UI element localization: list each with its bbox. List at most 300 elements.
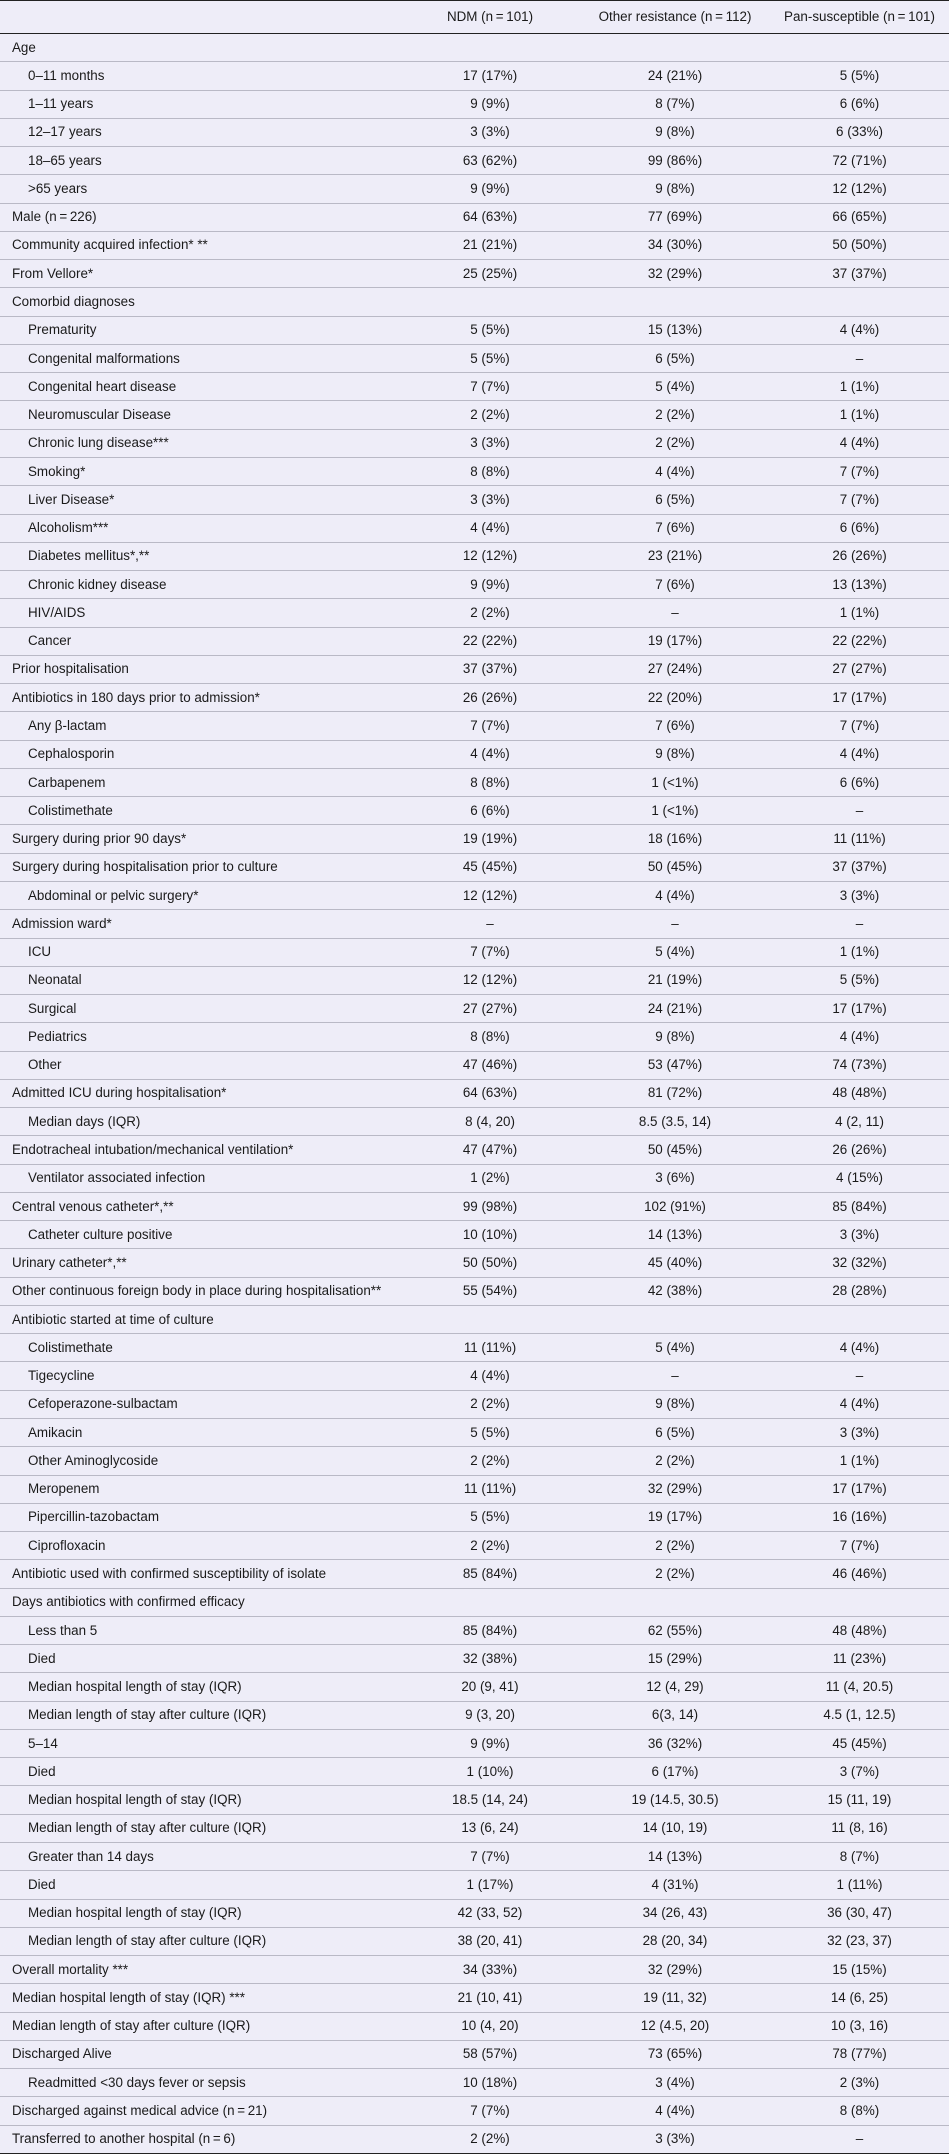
- row-label: ICU: [0, 938, 400, 966]
- ndm-value: 19 (19%): [400, 825, 580, 853]
- table-row: [0, 797, 949, 825]
- pan-susceptible-value: 8 (7%): [770, 1843, 949, 1871]
- header-other-resistance: Other resistance (n = 112): [580, 1, 770, 34]
- row-label: Surgery during hospitalisation prior to culture: [0, 853, 400, 881]
- table-row: [0, 1814, 949, 1842]
- pan-susceptible-value: 6 (6%): [770, 514, 949, 542]
- other-resistance-value: 2 (2%): [580, 401, 770, 429]
- ndm-value: 85 (84%): [400, 1616, 580, 1644]
- row-label: Any β-lactam: [0, 712, 400, 740]
- table-row: [0, 1956, 949, 1984]
- ndm-value: 64 (63%): [400, 1079, 580, 1107]
- row-label: Abdominal or pelvic surgery*: [0, 881, 400, 909]
- table-row: [0, 2069, 949, 2097]
- pan-susceptible-value: 3 (3%): [770, 881, 949, 909]
- table-row: [0, 316, 949, 344]
- ndm-value: 11 (11%): [400, 1475, 580, 1503]
- row-label: Readmitted <30 days fever or sepsis: [0, 2069, 400, 2097]
- pan-susceptible-value: 4 (4%): [770, 740, 949, 768]
- pan-susceptible-value: 4.5 (1, 12.5): [770, 1701, 949, 1729]
- other-resistance-value: [580, 288, 770, 316]
- table-row: [0, 571, 949, 599]
- ndm-value: 8 (8%): [400, 1023, 580, 1051]
- other-resistance-value: 32 (29%): [580, 1475, 770, 1503]
- other-resistance-value: 77 (69%): [580, 203, 770, 231]
- table-row: [0, 1023, 949, 1051]
- row-label: Meropenem: [0, 1475, 400, 1503]
- ndm-value: 12 (12%): [400, 881, 580, 909]
- ndm-value: 64 (63%): [400, 203, 580, 231]
- other-resistance-value: 2 (2%): [580, 1447, 770, 1475]
- ndm-value: 7 (7%): [400, 373, 580, 401]
- table-row: [0, 1447, 949, 1475]
- table-row: [0, 712, 949, 740]
- row-label: Ventilator associated infection: [0, 1164, 400, 1192]
- ndm-value: 9 (9%): [400, 571, 580, 599]
- row-label: Transferred to another hospital (n = 6): [0, 2125, 400, 2153]
- table-row: [0, 1475, 949, 1503]
- pan-susceptible-value: 46 (46%): [770, 1560, 949, 1588]
- pan-susceptible-value: 17 (17%): [770, 684, 949, 712]
- table-row: [0, 2125, 949, 2153]
- table-header-row: [0, 1, 949, 34]
- table-body: [0, 34, 949, 2154]
- pan-susceptible-value: [770, 34, 949, 62]
- row-label: Cefoperazone-sulbactam: [0, 1390, 400, 1418]
- other-resistance-value: 9 (8%): [580, 740, 770, 768]
- table-row: [0, 486, 949, 514]
- row-label: Died: [0, 1871, 400, 1899]
- ndm-value: 55 (54%): [400, 1277, 580, 1305]
- pan-susceptible-value: 37 (37%): [770, 260, 949, 288]
- other-resistance-value: 15 (13%): [580, 316, 770, 344]
- ndm-value: 8 (8%): [400, 768, 580, 796]
- table-row: [0, 260, 949, 288]
- table-row: [0, 90, 949, 118]
- other-resistance-value: 3 (4%): [580, 2069, 770, 2097]
- other-resistance-value: –: [580, 1362, 770, 1390]
- pan-susceptible-value: 4 (4%): [770, 429, 949, 457]
- pan-susceptible-value: 4 (2, 11): [770, 1108, 949, 1136]
- pan-susceptible-value: –: [770, 1362, 949, 1390]
- pan-susceptible-value: 1 (1%): [770, 938, 949, 966]
- row-label: Male (n = 226): [0, 203, 400, 231]
- other-resistance-value: [580, 1588, 770, 1616]
- other-resistance-value: 15 (29%): [580, 1645, 770, 1673]
- ndm-value: [400, 1588, 580, 1616]
- row-label: Age: [0, 34, 400, 62]
- other-resistance-value: –: [580, 599, 770, 627]
- ndm-value: 5 (5%): [400, 316, 580, 344]
- row-label: Surgery during prior 90 days*: [0, 825, 400, 853]
- table-row: [0, 910, 949, 938]
- pan-susceptible-value: 15 (15%): [770, 1956, 949, 1984]
- table-row: [0, 34, 949, 62]
- row-label: Antibiotic started at time of culture: [0, 1305, 400, 1333]
- row-label: Admission ward*: [0, 910, 400, 938]
- table-row: [0, 1136, 949, 1164]
- row-label: Alcoholism***: [0, 514, 400, 542]
- table-row: [0, 1729, 949, 1757]
- pan-susceptible-value: 11 (23%): [770, 1645, 949, 1673]
- pan-susceptible-value: 32 (32%): [770, 1249, 949, 1277]
- ndm-value: 2 (2%): [400, 401, 580, 429]
- other-resistance-value: 36 (32%): [580, 1729, 770, 1757]
- ndm-value: 3 (3%): [400, 118, 580, 146]
- row-label: Colistimethate: [0, 1334, 400, 1362]
- ndm-value: 85 (84%): [400, 1560, 580, 1588]
- other-resistance-value: 19 (17%): [580, 627, 770, 655]
- row-label: Median length of stay after culture (IQR): [0, 1927, 400, 1955]
- pan-susceptible-value: 6 (6%): [770, 768, 949, 796]
- ndm-value: 10 (4, 20): [400, 2012, 580, 2040]
- other-resistance-value: 21 (19%): [580, 966, 770, 994]
- pan-susceptible-value: 78 (77%): [770, 2040, 949, 2068]
- table-row: [0, 1984, 949, 2012]
- ndm-value: 26 (26%): [400, 684, 580, 712]
- other-resistance-value: 4 (31%): [580, 1871, 770, 1899]
- row-label: Median length of stay after culture (IQR): [0, 2012, 400, 2040]
- row-label: Days antibiotics with confirmed efficacy: [0, 1588, 400, 1616]
- ndm-value: 3 (3%): [400, 486, 580, 514]
- other-resistance-value: 3 (6%): [580, 1164, 770, 1192]
- other-resistance-value: 2 (2%): [580, 1560, 770, 1588]
- table-row: [0, 1249, 949, 1277]
- pan-susceptible-value: [770, 1305, 949, 1333]
- ndm-value: 13 (6, 24): [400, 1814, 580, 1842]
- other-resistance-value: 4 (4%): [580, 881, 770, 909]
- row-label: Antibiotic used with confirmed susceptibility of isolate: [0, 1560, 400, 1588]
- ndm-value: 20 (9, 41): [400, 1673, 580, 1701]
- ndm-value: 11 (11%): [400, 1334, 580, 1362]
- pan-susceptible-value: 11 (8, 16): [770, 1814, 949, 1842]
- row-label: 1–11 years: [0, 90, 400, 118]
- pan-susceptible-value: 4 (4%): [770, 316, 949, 344]
- other-resistance-value: 12 (4.5, 20): [580, 2012, 770, 2040]
- other-resistance-value: 62 (55%): [580, 1616, 770, 1644]
- row-label: Chronic lung disease***: [0, 429, 400, 457]
- ndm-value: 58 (57%): [400, 2040, 580, 2068]
- row-label: Cancer: [0, 627, 400, 655]
- table-row: [0, 1419, 949, 1447]
- table-row: [0, 599, 949, 627]
- other-resistance-value: 32 (29%): [580, 1956, 770, 1984]
- table-row: [0, 542, 949, 570]
- table-row: [0, 1786, 949, 1814]
- ndm-value: 9 (9%): [400, 90, 580, 118]
- other-resistance-value: 12 (4, 29): [580, 1673, 770, 1701]
- table-row: [0, 288, 949, 316]
- pan-susceptible-value: [770, 288, 949, 316]
- header-pan-susceptible: Pan-susceptible (n = 101): [770, 1, 949, 34]
- pan-susceptible-value: 7 (7%): [770, 486, 949, 514]
- row-label: Chronic kidney disease: [0, 571, 400, 599]
- table-row: [0, 1588, 949, 1616]
- row-label: Ciprofloxacin: [0, 1532, 400, 1560]
- pan-susceptible-value: 27 (27%): [770, 655, 949, 683]
- pan-susceptible-value: [770, 1588, 949, 1616]
- other-resistance-value: 14 (13%): [580, 1843, 770, 1871]
- table-row: [0, 62, 949, 90]
- other-resistance-value: 23 (21%): [580, 542, 770, 570]
- other-resistance-value: 14 (10, 19): [580, 1814, 770, 1842]
- table-row: [0, 1079, 949, 1107]
- pan-susceptible-value: 16 (16%): [770, 1503, 949, 1531]
- other-resistance-value: 6(3, 14): [580, 1701, 770, 1729]
- ndm-value: 4 (4%): [400, 740, 580, 768]
- row-label: Amikacin: [0, 1419, 400, 1447]
- other-resistance-value: 9 (8%): [580, 175, 770, 203]
- pan-susceptible-value: 50 (50%): [770, 231, 949, 259]
- pan-susceptible-value: 36 (30, 47): [770, 1899, 949, 1927]
- pan-susceptible-value: 37 (37%): [770, 853, 949, 881]
- ndm-value: 9 (3, 20): [400, 1701, 580, 1729]
- other-resistance-value: 1 (<1%): [580, 797, 770, 825]
- pan-susceptible-value: 4 (4%): [770, 1390, 949, 1418]
- row-label: HIV/AIDS: [0, 599, 400, 627]
- pan-susceptible-value: 7 (7%): [770, 712, 949, 740]
- row-label: 18–65 years: [0, 147, 400, 175]
- row-label: Other continuous foreign body in place during hospitalisation**: [0, 1277, 400, 1305]
- pan-susceptible-value: 1 (11%): [770, 1871, 949, 1899]
- ndm-value: 7 (7%): [400, 1843, 580, 1871]
- other-resistance-value: 81 (72%): [580, 1079, 770, 1107]
- pan-susceptible-value: 7 (7%): [770, 1532, 949, 1560]
- ndm-value: 21 (10, 41): [400, 1984, 580, 2012]
- other-resistance-value: 73 (65%): [580, 2040, 770, 2068]
- table-row: [0, 147, 949, 175]
- row-label: Overall mortality ***: [0, 1956, 400, 1984]
- other-resistance-value: 6 (5%): [580, 344, 770, 372]
- table-row: [0, 1108, 949, 1136]
- table-row: [0, 1362, 949, 1390]
- row-label: Median hospital length of stay (IQR): [0, 1786, 400, 1814]
- pan-susceptible-value: –: [770, 344, 949, 372]
- table-row: [0, 655, 949, 683]
- other-resistance-value: 50 (45%): [580, 853, 770, 881]
- other-resistance-value: 24 (21%): [580, 995, 770, 1023]
- table-row: [0, 2097, 949, 2125]
- row-label: Less than 5: [0, 1616, 400, 1644]
- pan-susceptible-value: 72 (71%): [770, 147, 949, 175]
- table-row: [0, 1503, 949, 1531]
- pan-susceptible-value: 12 (12%): [770, 175, 949, 203]
- pan-susceptible-value: 1 (1%): [770, 1447, 949, 1475]
- other-resistance-value: 32 (29%): [580, 260, 770, 288]
- table-row: [0, 457, 949, 485]
- table-row: [0, 1616, 949, 1644]
- ndm-value: 22 (22%): [400, 627, 580, 655]
- row-label: Surgical: [0, 995, 400, 1023]
- ndm-value: –: [400, 910, 580, 938]
- pan-susceptible-value: 3 (7%): [770, 1758, 949, 1786]
- ndm-value: 2 (2%): [400, 2125, 580, 2153]
- row-label: Median days (IQR): [0, 1108, 400, 1136]
- row-label: Greater than 14 days: [0, 1843, 400, 1871]
- row-label: Urinary catheter*,**: [0, 1249, 400, 1277]
- other-resistance-value: 7 (6%): [580, 712, 770, 740]
- row-label: Pediatrics: [0, 1023, 400, 1051]
- table-row: [0, 1051, 949, 1079]
- pan-susceptible-value: 48 (48%): [770, 1616, 949, 1644]
- row-label: Median hospital length of stay (IQR) ***: [0, 1984, 400, 2012]
- ndm-value: 10 (18%): [400, 2069, 580, 2097]
- pan-susceptible-value: 17 (17%): [770, 1475, 949, 1503]
- other-resistance-value: 99 (86%): [580, 147, 770, 175]
- pan-susceptible-value: 32 (23, 37): [770, 1927, 949, 1955]
- pan-susceptible-value: 5 (5%): [770, 966, 949, 994]
- pan-susceptible-value: 11 (11%): [770, 825, 949, 853]
- other-resistance-value: 7 (6%): [580, 514, 770, 542]
- pan-susceptible-value: 4 (4%): [770, 1023, 949, 1051]
- pan-susceptible-value: 1 (1%): [770, 373, 949, 401]
- row-label: Median hospital length of stay (IQR): [0, 1899, 400, 1927]
- row-label: Pipercillin-tazobactam: [0, 1503, 400, 1531]
- row-label: Median length of stay after culture (IQR): [0, 1814, 400, 1842]
- other-resistance-value: 19 (14.5, 30.5): [580, 1786, 770, 1814]
- table-row: [0, 853, 949, 881]
- row-label: Neonatal: [0, 966, 400, 994]
- ndm-value: 42 (33, 52): [400, 1899, 580, 1927]
- ndm-value: 7 (7%): [400, 2097, 580, 2125]
- row-label: Died: [0, 1645, 400, 1673]
- ndm-value: 45 (45%): [400, 853, 580, 881]
- row-label: Neuromuscular Disease: [0, 401, 400, 429]
- table-row: [0, 966, 949, 994]
- pan-susceptible-value: 17 (17%): [770, 995, 949, 1023]
- table-row: [0, 825, 949, 853]
- ndm-value: 6 (6%): [400, 797, 580, 825]
- other-resistance-value: 22 (20%): [580, 684, 770, 712]
- table-row: [0, 231, 949, 259]
- other-resistance-value: 42 (38%): [580, 1277, 770, 1305]
- pan-susceptible-value: 1 (1%): [770, 599, 949, 627]
- table-row: [0, 1164, 949, 1192]
- ndm-value: 21 (21%): [400, 231, 580, 259]
- other-resistance-value: 8.5 (3.5, 14): [580, 1108, 770, 1136]
- ndm-value: 8 (8%): [400, 457, 580, 485]
- ndm-value: 50 (50%): [400, 1249, 580, 1277]
- other-resistance-value: –: [580, 910, 770, 938]
- other-resistance-value: [580, 1305, 770, 1333]
- pan-susceptible-value: 22 (22%): [770, 627, 949, 655]
- ndm-value: 63 (62%): [400, 147, 580, 175]
- pan-susceptible-value: 48 (48%): [770, 1079, 949, 1107]
- row-label: Median hospital length of stay (IQR): [0, 1673, 400, 1701]
- row-label: From Vellore*: [0, 260, 400, 288]
- ndm-value: 2 (2%): [400, 1532, 580, 1560]
- pan-susceptible-value: 66 (65%): [770, 203, 949, 231]
- ndm-value: [400, 288, 580, 316]
- pan-susceptible-value: 1 (1%): [770, 401, 949, 429]
- row-label: Prematurity: [0, 316, 400, 344]
- ndm-value: 2 (2%): [400, 599, 580, 627]
- pan-susceptible-value: 28 (28%): [770, 1277, 949, 1305]
- ndm-value: 2 (2%): [400, 1390, 580, 1418]
- other-resistance-value: 18 (16%): [580, 825, 770, 853]
- table-row: [0, 1899, 949, 1927]
- row-label: Other: [0, 1051, 400, 1079]
- ndm-value: 12 (12%): [400, 966, 580, 994]
- other-resistance-value: 27 (24%): [580, 655, 770, 683]
- table-row: [0, 175, 949, 203]
- other-resistance-value: 34 (30%): [580, 231, 770, 259]
- other-resistance-value: 45 (40%): [580, 1249, 770, 1277]
- table-row: [0, 1645, 949, 1673]
- table-row: [0, 1701, 949, 1729]
- table-row: [0, 1334, 949, 1362]
- row-label: Prior hospitalisation: [0, 655, 400, 683]
- ndm-value: 7 (7%): [400, 938, 580, 966]
- row-label: Antibiotics in 180 days prior to admission*: [0, 684, 400, 712]
- table-row: [0, 740, 949, 768]
- table-row: [0, 1305, 949, 1333]
- row-label: Median length of stay after culture (IQR): [0, 1701, 400, 1729]
- table-row: [0, 203, 949, 231]
- pan-susceptible-value: 4 (4%): [770, 1334, 949, 1362]
- other-resistance-value: 102 (91%): [580, 1192, 770, 1220]
- row-label: Colistimethate: [0, 797, 400, 825]
- other-resistance-value: 8 (7%): [580, 90, 770, 118]
- pan-susceptible-value: 85 (84%): [770, 1192, 949, 1220]
- row-label: Discharged Alive: [0, 2040, 400, 2068]
- row-label: Liver Disease*: [0, 486, 400, 514]
- ndm-value: 1 (17%): [400, 1871, 580, 1899]
- ndm-value: 9 (9%): [400, 1729, 580, 1757]
- pan-susceptible-value: 11 (4, 20.5): [770, 1673, 949, 1701]
- ndm-value: 25 (25%): [400, 260, 580, 288]
- ndm-value: 99 (98%): [400, 1192, 580, 1220]
- ndm-value: 37 (37%): [400, 655, 580, 683]
- ndm-value: 1 (10%): [400, 1758, 580, 1786]
- header-ndm: NDM (n = 101): [400, 1, 580, 34]
- ndm-value: 38 (20, 41): [400, 1927, 580, 1955]
- pan-susceptible-value: 6 (33%): [770, 118, 949, 146]
- other-resistance-value: [580, 34, 770, 62]
- row-label: Smoking*: [0, 457, 400, 485]
- row-label: Other Aminoglycoside: [0, 1447, 400, 1475]
- table-row: [0, 2040, 949, 2068]
- pan-susceptible-value: 26 (26%): [770, 1136, 949, 1164]
- table-row: [0, 1758, 949, 1786]
- row-label: Central venous catheter*,**: [0, 1192, 400, 1220]
- other-resistance-value: 6 (5%): [580, 1419, 770, 1447]
- row-label: Community acquired infection* **: [0, 231, 400, 259]
- ndm-value: 5 (5%): [400, 344, 580, 372]
- other-resistance-value: 5 (4%): [580, 1334, 770, 1362]
- table-row: [0, 627, 949, 655]
- pan-susceptible-value: 2 (3%): [770, 2069, 949, 2097]
- pan-susceptible-value: 26 (26%): [770, 542, 949, 570]
- other-resistance-value: 2 (2%): [580, 1532, 770, 1560]
- other-resistance-value: 2 (2%): [580, 429, 770, 457]
- table-row: [0, 514, 949, 542]
- other-resistance-value: 5 (4%): [580, 938, 770, 966]
- table-row: [0, 1843, 949, 1871]
- other-resistance-value: 24 (21%): [580, 62, 770, 90]
- ndm-value: [400, 34, 580, 62]
- table-row: [0, 1673, 949, 1701]
- table-row: [0, 1927, 949, 1955]
- row-label: Cephalosporin: [0, 740, 400, 768]
- row-label: 5–14: [0, 1729, 400, 1757]
- ndm-value: 18.5 (14, 24): [400, 1786, 580, 1814]
- table-row: [0, 1192, 949, 1220]
- ndm-value: 9 (9%): [400, 175, 580, 203]
- other-resistance-value: 34 (26, 43): [580, 1899, 770, 1927]
- other-resistance-value: 4 (4%): [580, 2097, 770, 2125]
- row-label: Died: [0, 1758, 400, 1786]
